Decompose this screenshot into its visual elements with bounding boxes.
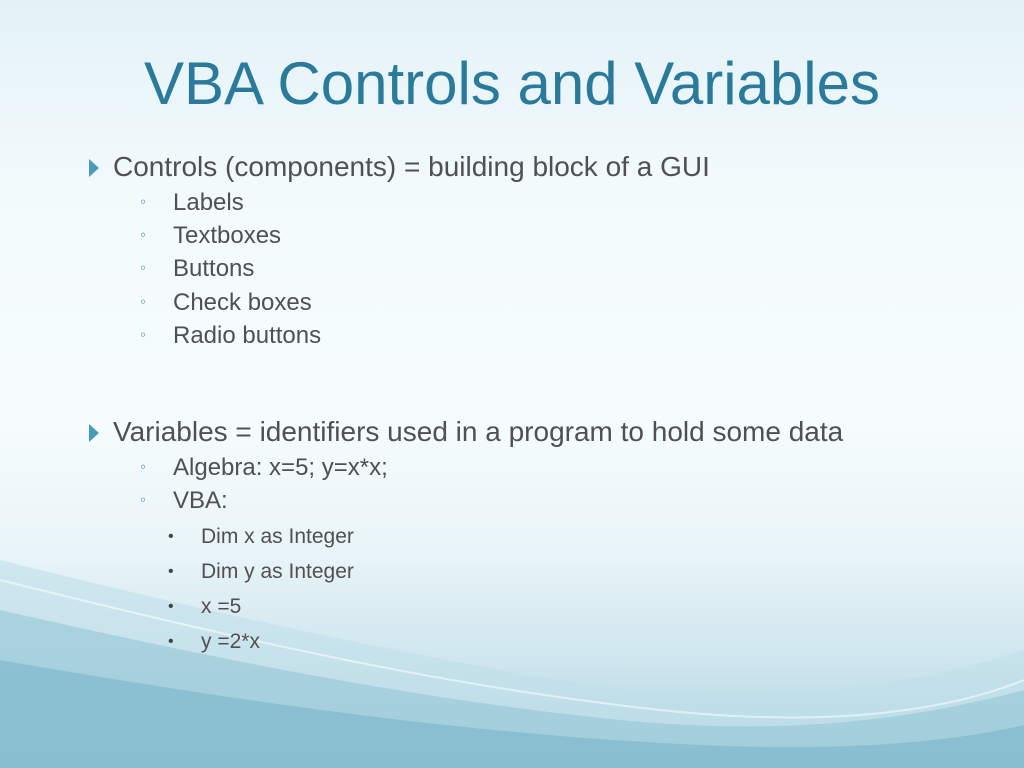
circle-bullet-icon: ◦ bbox=[140, 490, 147, 509]
list-item-text: VBA: bbox=[173, 487, 228, 514]
dot-bullet-icon: • bbox=[168, 528, 174, 545]
list-item-text: Algebra: x=5; y=x*x; bbox=[173, 454, 388, 481]
dot-bullet-icon: • bbox=[168, 563, 174, 580]
circle-bullet-icon: ◦ bbox=[140, 225, 147, 244]
arrow-bullet-icon bbox=[88, 158, 100, 178]
circle-bullet-icon: ◦ bbox=[140, 325, 147, 344]
list-item-text: Dim x as Integer bbox=[201, 525, 354, 548]
list-item-text: Radio buttons bbox=[173, 322, 322, 349]
circle-bullet-icon: ◦ bbox=[140, 192, 147, 211]
circle-bullet-icon: ◦ bbox=[140, 258, 147, 277]
list-item-text: Check boxes bbox=[173, 289, 312, 316]
list-item-text: Buttons bbox=[173, 255, 255, 282]
dot-bullet-icon: • bbox=[168, 633, 174, 650]
slide-title: VBA Controls and Variables bbox=[144, 50, 880, 117]
bullet-text: Variables = identifiers used in a program to hold some data bbox=[113, 416, 844, 447]
dot-bullet-icon: • bbox=[168, 598, 174, 615]
list-item-text: Textboxes bbox=[173, 222, 282, 249]
arrow-bullet-icon bbox=[88, 423, 100, 443]
list-item-text: Labels bbox=[173, 189, 244, 216]
list-item-text: Dim y as Integer bbox=[201, 560, 354, 583]
circle-bullet-icon: ◦ bbox=[140, 457, 147, 476]
list-item-text: x =5 bbox=[201, 595, 242, 618]
bullet-text: Controls (components) = building block of a GUI bbox=[113, 151, 710, 182]
circle-bullet-icon: ◦ bbox=[140, 292, 147, 311]
list-item-text: y =2*x bbox=[201, 630, 260, 653]
